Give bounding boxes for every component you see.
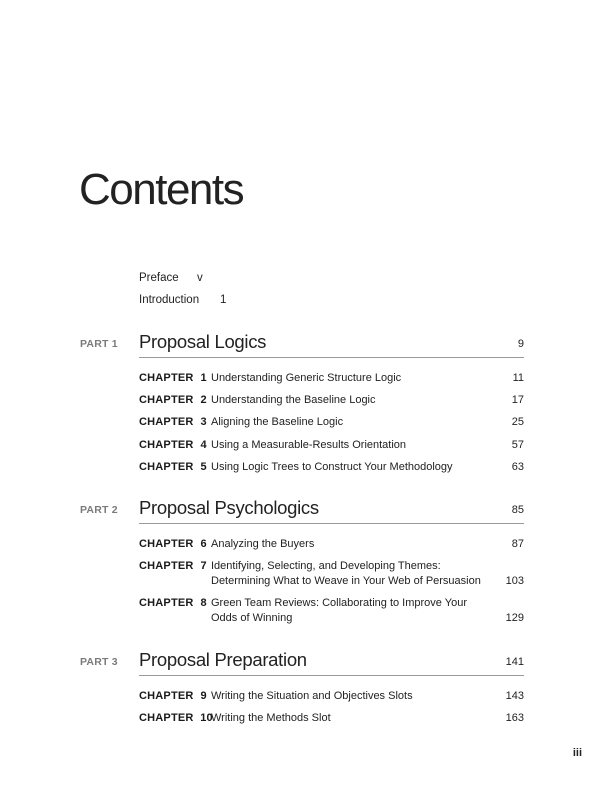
- chapter-title[interactable]: [211, 596, 481, 626]
- part-divider: [139, 675, 524, 676]
- chapter-page: 17: [511, 394, 524, 406]
- chapter-page: 57: [511, 439, 524, 451]
- chapter-title-line: Identifying, Selecting, and Developing Themes:: [211, 560, 441, 572]
- page-title: Contents: [79, 165, 244, 214]
- part-label: PART 3: [80, 656, 118, 668]
- chapter-label: CHAPTER 2: [139, 394, 207, 406]
- part-divider: [139, 357, 524, 358]
- part-label: PART 1: [80, 338, 118, 350]
- front-title: Preface: [139, 272, 179, 284]
- chapter-title[interactable]: Using Logic Trees to Construct Your Methodology: [211, 461, 453, 473]
- part-page: 9: [517, 338, 524, 350]
- part-label: PART 2: [80, 504, 118, 516]
- chapter-label: CHAPTER 5: [139, 461, 207, 473]
- chapter-label: CHAPTER 8: [139, 597, 207, 609]
- chapter-page: 63: [511, 461, 524, 473]
- chapter-page: 163: [505, 712, 524, 724]
- chapter-title[interactable]: Understanding Generic Structure Logic: [211, 372, 402, 384]
- chapter-label: CHAPTER 9: [139, 690, 207, 702]
- front-page: 1: [220, 294, 227, 306]
- toc-front-preface[interactable]: [139, 272, 179, 284]
- chapter-page: 87: [511, 538, 524, 550]
- toc-front-introduction[interactable]: [139, 294, 199, 306]
- page-number: iii: [572, 747, 582, 759]
- chapter-label: CHAPTER 1: [139, 372, 207, 384]
- chapter-page: 143: [505, 690, 524, 702]
- chapter-title-line: Determining What to Weave in Your Web of Persuasion: [211, 575, 481, 587]
- part-page: 141: [505, 656, 524, 668]
- part-title[interactable]: Proposal Logics: [139, 331, 267, 352]
- part-divider: [139, 523, 524, 524]
- part-title[interactable]: Proposal Psychologics: [139, 497, 319, 518]
- chapter-page: 129: [505, 612, 524, 624]
- chapter-title-line: Odds of Winning: [211, 612, 293, 624]
- chapter-label: CHAPTER 10: [139, 712, 213, 724]
- chapter-title[interactable]: Writing the Situation and Objectives Slots: [211, 690, 413, 702]
- chapter-label: CHAPTER 7: [139, 560, 207, 572]
- part-page: 85: [511, 504, 524, 516]
- chapter-title[interactable]: Aligning the Baseline Logic: [211, 416, 344, 428]
- chapter-title[interactable]: Using a Measurable-Results Orientation: [211, 439, 407, 451]
- chapter-label: CHAPTER 6: [139, 538, 207, 550]
- chapter-title[interactable]: Understanding the Baseline Logic: [211, 394, 376, 406]
- chapter-title[interactable]: Analyzing the Buyers: [211, 538, 315, 550]
- chapter-label: CHAPTER 3: [139, 416, 207, 428]
- chapter-label: CHAPTER 4: [139, 439, 207, 451]
- chapter-page: 11: [512, 372, 524, 384]
- chapter-title[interactable]: Writing the Methods Slot: [211, 712, 331, 724]
- front-page: v: [197, 272, 203, 284]
- chapter-page: 103: [505, 575, 524, 587]
- chapter-title-line: Green Team Reviews: Collaborating to Improve Your: [211, 597, 467, 609]
- part-title[interactable]: Proposal Preparation: [139, 649, 307, 670]
- chapter-title[interactable]: [211, 559, 501, 589]
- front-title: Introduction: [139, 294, 200, 306]
- chapter-page: 25: [511, 416, 524, 428]
